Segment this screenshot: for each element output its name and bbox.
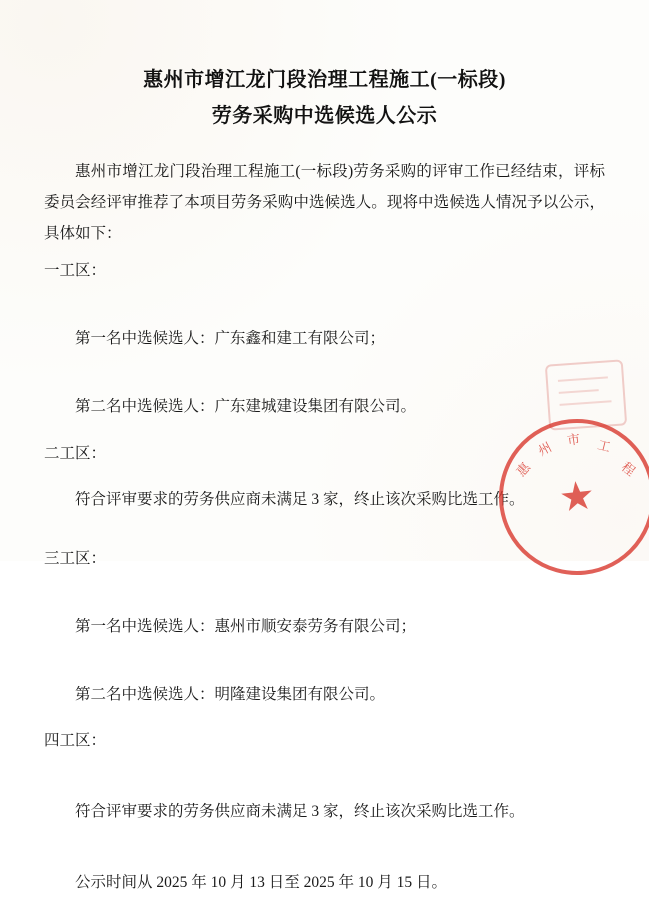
section-3-item-2: 第二名中选候选人：明隆建设集团有限公司。 [75,685,386,703]
intro-paragraph: 惠州市增江龙门段治理工程施工(一标段)劳务采购的评审工作已经结束，评标委员会经评审推荐了本项目劳务采购中选候选人。现将中选候选人情况予以公示，具体如下： [44,163,605,242]
title-line-2: 劳务采购中选候选人公示 [211,105,438,127]
official-seal [491,411,649,582]
section-heading-1: 一工区： [44,262,107,279]
section-4-item-1: 符合评审要求的劳务供应商未满足 3 家，终止该次采购比选工作。 [75,803,525,820]
seal-char-1: 惠 [513,458,535,480]
section-heading-3: 三工区： [44,549,107,567]
notice-period: 公示时间从 2025 年 10 月 13 日至 2025 年 10 月 15 日。 [75,874,448,891]
section-1-item-1: 第一名中选候选人：广东鑫和建工有限公司； [75,330,386,347]
title-line-1: 惠州市增江龙门段治理工程施工(一标段) [143,69,506,91]
section-heading-4: 四工区： [44,732,107,749]
seal-star-icon: ★ [556,472,598,521]
seal-char-2: 州 [535,438,556,459]
seal-char-3: 市 [566,430,583,448]
section-1-item-2: 第二名中选候选人：广东建城建设集团有限公司。 [75,398,417,415]
seal-char-5: 程 [618,459,640,481]
section-3-item-1: 第一名中选候选人：惠州市顺安泰劳务有限公司； [75,617,417,635]
section-2-item-1: 符合评审要求的劳务供应商未满足 3 家，终止该次采购比选工作。 [75,491,525,508]
document-title [44,0,605,134]
seal-char-4: 工 [595,437,615,456]
section-heading-2: 二工区： [44,444,107,462]
